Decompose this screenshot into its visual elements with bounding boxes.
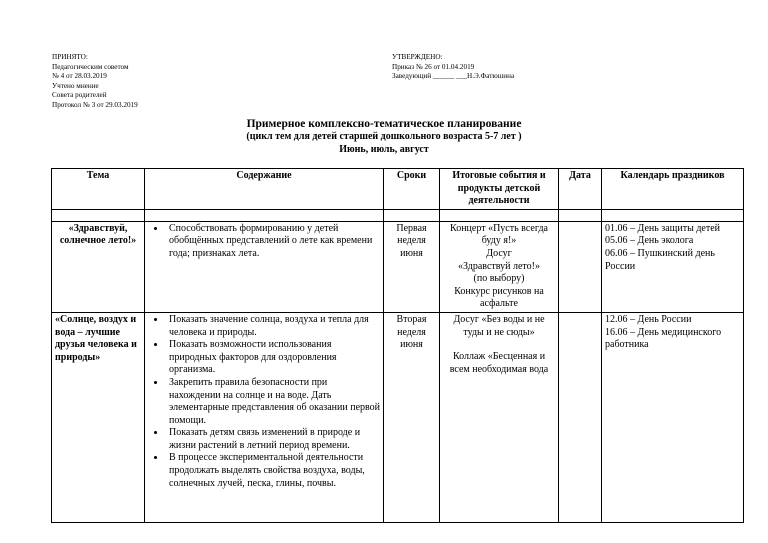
approval-line: Протокол № 3 от 29.03.2019: [52, 100, 138, 109]
date-cell: [559, 312, 602, 522]
document-period: Июнь, июль, август: [339, 144, 429, 155]
spacer-cell: [440, 209, 559, 221]
approval-line: № 4 от 28.03.2019: [52, 72, 107, 81]
table-row: [52, 221, 744, 312]
header-content: Содержание: [145, 169, 384, 210]
theme-cell: «Здравствуй, солнечное лето!»: [52, 221, 145, 312]
event-line: (по выбору): [473, 273, 525, 285]
table-header-row: [52, 169, 744, 210]
event-spacer: [443, 339, 555, 351]
event-line: «Здравствуй лето!»: [458, 260, 540, 272]
content-list: [148, 223, 380, 261]
date-cell: [559, 221, 602, 312]
header-theme: Тема: [52, 169, 145, 210]
content-item: • Показать значение солнца, воздуха и тепла для человека и природы.: [166, 314, 380, 339]
content-item: • Показать детям связь изменений в природе и жизни растений в летний период времени.: [166, 427, 380, 452]
event-line: Досуг «Без воды и не туды и не сюды»: [453, 313, 545, 338]
approval-line: УТВЕРЖДЕНО:: [392, 53, 443, 61]
approval-block-right: [392, 53, 514, 82]
document-heading: [0, 117, 768, 156]
table-spacer-row: [52, 209, 744, 221]
header-term: Сроки: [384, 169, 440, 210]
holiday-line: 16.06 – День медицинского работника: [605, 326, 722, 351]
content-list: [148, 314, 380, 490]
content-item: • Способствовать формированию у детей обобщённых представлений о лете как времени года; признаках лета.: [166, 223, 380, 261]
approval-line: Учтено мнение: [52, 81, 99, 90]
spacer-cell: [145, 209, 384, 221]
content-item: • В процессе экспериментальной деятельности продолжать выделять свойства воздуха, воды, солнечных лучей, песка, глины, почвы.: [166, 452, 380, 490]
approval-line: Педагогическим советом: [52, 62, 129, 71]
events-cell: [440, 221, 559, 312]
event-line: Конкурс рисунков на асфальте: [454, 285, 544, 310]
holiday-line: 06.06 – Пушкинский день России: [605, 247, 715, 272]
document-title: Примерное комплексно-тематическое планирование: [246, 118, 522, 130]
header-date: Дата: [559, 169, 602, 210]
holiday-line: 05.06 – День эколога: [605, 235, 694, 247]
event-line: Концерт «Пусть всегда буду я!»: [450, 222, 548, 247]
content-cell: [145, 221, 384, 312]
content-cell: [145, 312, 384, 522]
document-subtitle: (цикл тем для детей старшей дошкольного возраста 5-7 лет ): [246, 131, 522, 142]
holiday-line: 12.06 – День России: [605, 313, 692, 325]
spacer-cell: [384, 209, 440, 221]
approval-block-left: [52, 53, 138, 111]
holiday-line: 01.06 – День защиты детей: [605, 222, 721, 234]
content-item: • Закрепить правила безопасности при нахождении на солнце и на воде. Дать элементарные представления об оказании первой помощи.: [166, 377, 380, 427]
calendar-cell: [602, 221, 744, 312]
spacer-cell: [52, 209, 145, 221]
approval-line: ПРИНЯТО:: [52, 53, 88, 61]
approval-line: Совета родителей: [52, 91, 107, 100]
table-row: [52, 312, 744, 522]
events-cell: [440, 312, 559, 522]
calendar-cell: [602, 312, 744, 522]
header-events: Итоговые события и продукты детской деятельности: [440, 169, 559, 210]
event-line: Коллаж «Бесценная и всем необходимая вода: [449, 351, 549, 375]
event-line: Досуг: [486, 247, 512, 259]
spacer-cell: [602, 209, 744, 221]
planning-table: [51, 168, 744, 523]
theme-cell: «Солнце, воздух и вода – лучшие друзья человека и природы»: [52, 312, 145, 522]
term-cell: Первая неделя июня: [384, 221, 440, 312]
approval-line: Приказ № 26 от 01.04.2019: [392, 62, 475, 71]
spacer-cell: [559, 209, 602, 221]
header-calendar: Календарь праздников: [602, 169, 744, 210]
approval-line: Заведующий ______ ___Н.Э.Фатюшина: [392, 72, 515, 81]
term-cell: Вторая неделя июня: [384, 312, 440, 522]
content-item: • Показать возможности использования природных факторов для оздоровления организма.: [166, 339, 380, 377]
